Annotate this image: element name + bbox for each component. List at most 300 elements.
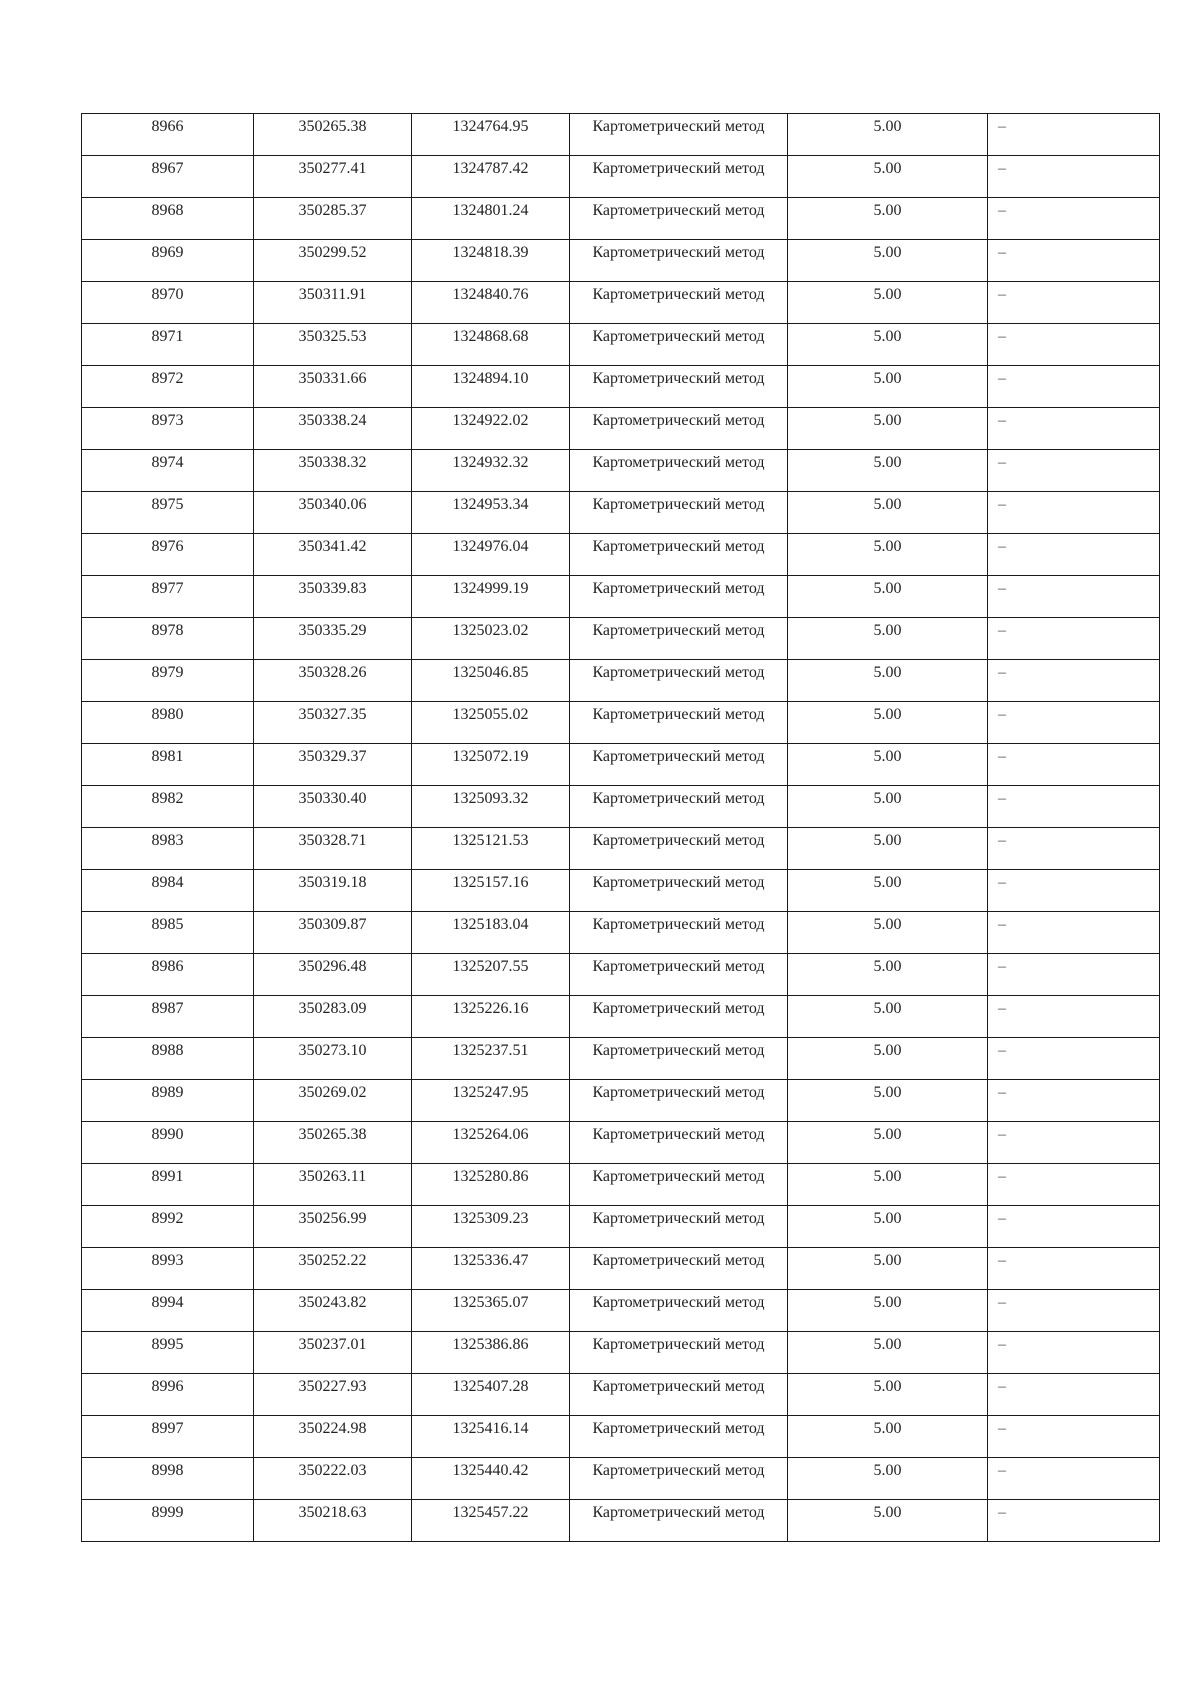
point-number-cell: [82, 828, 254, 870]
y-coordinate-cell: [412, 744, 570, 786]
description-text: –: [998, 916, 1006, 933]
point-number: 8994: [151, 1294, 184, 1311]
point-number-cell: [82, 660, 254, 702]
y-coordinate-cell: [412, 954, 570, 996]
description-cell: [988, 786, 1160, 828]
point-number-cell: [82, 1080, 254, 1122]
method-text: Картометрический метод: [592, 454, 765, 471]
y-coordinate-cell: [412, 492, 570, 534]
description-cell: [988, 1164, 1160, 1206]
y-coordinate-cell: [412, 618, 570, 660]
x-coordinate: 350265.38: [298, 118, 367, 135]
description-text: –: [998, 1168, 1006, 1185]
description-text: –: [998, 1252, 1006, 1269]
accuracy-value: 5.00: [873, 412, 902, 429]
accuracy-value: 5.00: [873, 874, 902, 891]
x-coordinate: 350325.53: [298, 328, 367, 345]
description-text: –: [998, 538, 1006, 555]
description-cell: [988, 744, 1160, 786]
y-coordinate: 1324999.19: [452, 580, 529, 597]
method-cell: [570, 492, 788, 534]
method-text: Картометрический метод: [592, 832, 765, 849]
point-number: 8978: [151, 622, 184, 639]
method-text: Картометрический метод: [592, 538, 765, 555]
table-row: [82, 1248, 1160, 1290]
table-row: [82, 702, 1160, 744]
method-text: Картометрический метод: [592, 118, 765, 135]
y-coordinate: 1324787.42: [452, 160, 529, 177]
y-coordinate: 1325407.28: [452, 1378, 529, 1395]
description-text: –: [998, 328, 1006, 345]
method-text: Картометрический метод: [592, 412, 765, 429]
x-coordinate-cell: [254, 282, 412, 324]
description-cell: [988, 324, 1160, 366]
point-number: 8967: [151, 160, 184, 177]
accuracy-value: 5.00: [873, 916, 902, 933]
x-coordinate-cell: [254, 1416, 412, 1458]
accuracy-value: 5.00: [873, 244, 902, 261]
method-text: Картометрический метод: [592, 1378, 765, 1395]
x-coordinate-cell: [254, 450, 412, 492]
coordinates-table: [81, 113, 1160, 1542]
table-row: [82, 1416, 1160, 1458]
method-cell: [570, 1164, 788, 1206]
description-text: –: [998, 118, 1006, 135]
y-coordinate: 1324976.04: [452, 538, 529, 555]
point-number: 8987: [151, 1000, 184, 1017]
accuracy-value: 5.00: [873, 790, 902, 807]
description-text: –: [998, 1378, 1006, 1395]
method-cell: [570, 1374, 788, 1416]
point-number: 8985: [151, 916, 184, 933]
y-coordinate: 1325440.42: [452, 1462, 529, 1479]
x-coordinate: 350218.63: [298, 1504, 367, 1521]
table-row: [82, 576, 1160, 618]
x-coordinate: 350252.22: [298, 1252, 367, 1269]
accuracy-cell: [788, 1416, 988, 1458]
accuracy-cell: [788, 786, 988, 828]
accuracy-cell: [788, 492, 988, 534]
point-number: 8972: [151, 370, 184, 387]
x-coordinate: 350299.52: [298, 244, 367, 261]
x-coordinate: 350277.41: [298, 160, 367, 177]
point-number-cell: [82, 1458, 254, 1500]
point-number-cell: [82, 996, 254, 1038]
y-coordinate: 1325280.86: [452, 1168, 529, 1185]
x-coordinate-cell: [254, 954, 412, 996]
description-cell: [988, 1416, 1160, 1458]
y-coordinate-cell: [412, 1122, 570, 1164]
point-number-cell: [82, 534, 254, 576]
accuracy-value: 5.00: [873, 160, 902, 177]
accuracy-cell: [788, 828, 988, 870]
y-coordinate: 1325183.04: [452, 916, 529, 933]
method-cell: [570, 408, 788, 450]
x-coordinate: 350283.09: [298, 1000, 367, 1017]
y-coordinate-cell: [412, 1290, 570, 1332]
y-coordinate: 1324922.02: [452, 412, 529, 429]
description-cell: [988, 198, 1160, 240]
description-cell: [988, 1206, 1160, 1248]
point-number-cell: [82, 1500, 254, 1542]
table-row: [82, 1332, 1160, 1374]
x-coordinate: 350335.29: [298, 622, 367, 639]
point-number-cell: [82, 786, 254, 828]
point-number: 8983: [151, 832, 184, 849]
accuracy-cell: [788, 996, 988, 1038]
method-text: Картометрический метод: [592, 748, 765, 765]
table-row: [82, 996, 1160, 1038]
accuracy-value: 5.00: [873, 1084, 902, 1101]
y-coordinate: 1325309.23: [452, 1210, 529, 1227]
accuracy-cell: [788, 870, 988, 912]
accuracy-cell: [788, 366, 988, 408]
method-text: Картометрический метод: [592, 622, 765, 639]
x-coordinate: 350331.66: [298, 370, 367, 387]
table-row: [82, 1290, 1160, 1332]
accuracy-value: 5.00: [873, 832, 902, 849]
accuracy-value: 5.00: [873, 1420, 902, 1437]
point-number: 8989: [151, 1084, 184, 1101]
y-coordinate: 1324932.32: [452, 454, 529, 471]
table-row: [82, 1038, 1160, 1080]
accuracy-value: 5.00: [873, 706, 902, 723]
point-number: 8998: [151, 1462, 184, 1479]
description-text: –: [998, 496, 1006, 513]
method-cell: [570, 1458, 788, 1500]
x-coordinate: 350224.98: [298, 1420, 367, 1437]
point-number-cell: [82, 198, 254, 240]
table-row: [82, 240, 1160, 282]
x-coordinate-cell: [254, 324, 412, 366]
description-text: –: [998, 1504, 1006, 1521]
x-coordinate-cell: [254, 1248, 412, 1290]
method-cell: [570, 1500, 788, 1542]
y-coordinate-cell: [412, 870, 570, 912]
method-cell: [570, 1080, 788, 1122]
accuracy-cell: [788, 534, 988, 576]
method-text: Картометрический метод: [592, 1252, 765, 1269]
description-text: –: [998, 244, 1006, 261]
accuracy-value: 5.00: [873, 118, 902, 135]
x-coordinate-cell: [254, 534, 412, 576]
x-coordinate: 350329.37: [298, 748, 367, 765]
x-coordinate-cell: [254, 996, 412, 1038]
y-coordinate-cell: [412, 828, 570, 870]
description-text: –: [998, 454, 1006, 471]
y-coordinate: 1325264.06: [452, 1126, 529, 1143]
accuracy-cell: [788, 576, 988, 618]
point-number: 8991: [151, 1168, 184, 1185]
description-text: –: [998, 202, 1006, 219]
description-cell: [988, 1458, 1160, 1500]
point-number-cell: [82, 702, 254, 744]
method-text: Картометрический метод: [592, 244, 765, 261]
method-text: Картометрический метод: [592, 328, 765, 345]
y-coordinate: 1325336.47: [452, 1252, 529, 1269]
point-number: 8977: [151, 580, 184, 597]
point-number-cell: [82, 1416, 254, 1458]
table-row: [82, 198, 1160, 240]
y-coordinate-cell: [412, 1416, 570, 1458]
point-number: 8997: [151, 1420, 184, 1437]
y-coordinate: 1324894.10: [452, 370, 529, 387]
accuracy-cell: [788, 1332, 988, 1374]
method-text: Картометрический метод: [592, 370, 765, 387]
y-coordinate-cell: [412, 1458, 570, 1500]
y-coordinate: 1325157.16: [452, 874, 529, 891]
description-text: –: [998, 706, 1006, 723]
y-coordinate: 1324840.76: [452, 286, 529, 303]
y-coordinate: 1325121.53: [452, 832, 529, 849]
method-text: Картометрический метод: [592, 664, 765, 681]
y-coordinate: 1325023.02: [452, 622, 529, 639]
point-number: 8971: [151, 328, 184, 345]
x-coordinate: 350319.18: [298, 874, 367, 891]
accuracy-cell: [788, 114, 988, 156]
point-number-cell: [82, 408, 254, 450]
x-coordinate-cell: [254, 1500, 412, 1542]
point-number: 8966: [151, 118, 184, 135]
y-coordinate-cell: [412, 786, 570, 828]
table-row: [82, 618, 1160, 660]
point-number-cell: [82, 1332, 254, 1374]
point-number: 8968: [151, 202, 184, 219]
accuracy-value: 5.00: [873, 1042, 902, 1059]
table-row: [82, 744, 1160, 786]
accuracy-cell: [788, 282, 988, 324]
x-coordinate-cell: [254, 702, 412, 744]
point-number-cell: [82, 576, 254, 618]
point-number-cell: [82, 114, 254, 156]
point-number: 8969: [151, 244, 184, 261]
method-cell: [570, 366, 788, 408]
description-cell: [988, 114, 1160, 156]
point-number-cell: [82, 618, 254, 660]
y-coordinate-cell: [412, 996, 570, 1038]
x-coordinate: 350330.40: [298, 790, 367, 807]
accuracy-value: 5.00: [873, 748, 902, 765]
accuracy-value: 5.00: [873, 1000, 902, 1017]
y-coordinate: 1325046.85: [452, 664, 529, 681]
method-cell: [570, 1038, 788, 1080]
method-cell: [570, 1332, 788, 1374]
y-coordinate: 1325365.07: [452, 1294, 529, 1311]
description-text: –: [998, 958, 1006, 975]
x-coordinate-cell: [254, 828, 412, 870]
accuracy-cell: [788, 156, 988, 198]
method-cell: [570, 1416, 788, 1458]
table-row: [82, 324, 1160, 366]
method-text: Картометрический метод: [592, 790, 765, 807]
y-coordinate-cell: [412, 1038, 570, 1080]
description-text: –: [998, 160, 1006, 177]
y-coordinate-cell: [412, 576, 570, 618]
method-cell: [570, 534, 788, 576]
x-coordinate: 350296.48: [298, 958, 367, 975]
y-coordinate-cell: [412, 660, 570, 702]
table-row: [82, 1374, 1160, 1416]
x-coordinate-cell: [254, 1080, 412, 1122]
accuracy-value: 5.00: [873, 454, 902, 471]
method-cell: [570, 786, 788, 828]
x-coordinate-cell: [254, 1332, 412, 1374]
x-coordinate: 350309.87: [298, 916, 367, 933]
y-coordinate-cell: [412, 534, 570, 576]
y-coordinate-cell: [412, 114, 570, 156]
description-text: –: [998, 832, 1006, 849]
method-cell: [570, 240, 788, 282]
table-row: [82, 156, 1160, 198]
point-number: 8973: [151, 412, 184, 429]
description-text: –: [998, 1042, 1006, 1059]
method-cell: [570, 660, 788, 702]
description-text: –: [998, 622, 1006, 639]
y-coordinate: 1325457.22: [452, 1504, 529, 1521]
description-text: –: [998, 1126, 1006, 1143]
method-text: Картометрический метод: [592, 1084, 765, 1101]
table-row: [82, 408, 1160, 450]
description-cell: [988, 1122, 1160, 1164]
accuracy-cell: [788, 954, 988, 996]
point-number-cell: [82, 1038, 254, 1080]
point-number: 8993: [151, 1252, 184, 1269]
x-coordinate: 350227.93: [298, 1378, 367, 1395]
y-coordinate: 1325093.32: [452, 790, 529, 807]
accuracy-value: 5.00: [873, 370, 902, 387]
description-cell: [988, 1038, 1160, 1080]
y-coordinate: 1324868.68: [452, 328, 529, 345]
x-coordinate-cell: [254, 618, 412, 660]
accuracy-cell: [788, 1290, 988, 1332]
description-text: –: [998, 748, 1006, 765]
point-number-cell: [82, 1374, 254, 1416]
x-coordinate-cell: [254, 492, 412, 534]
x-coordinate: 350340.06: [298, 496, 367, 513]
method-text: Картометрический метод: [592, 706, 765, 723]
point-number-cell: [82, 450, 254, 492]
method-cell: [570, 870, 788, 912]
point-number: 8976: [151, 538, 184, 555]
table-row: [82, 870, 1160, 912]
y-coordinate-cell: [412, 282, 570, 324]
point-number: 8986: [151, 958, 184, 975]
y-coordinate-cell: [412, 240, 570, 282]
table-row: [82, 1122, 1160, 1164]
accuracy-cell: [788, 1458, 988, 1500]
y-coordinate: 1324953.34: [452, 496, 529, 513]
method-text: Картометрический метод: [592, 1336, 765, 1353]
method-text: Картометрический метод: [592, 916, 765, 933]
accuracy-value: 5.00: [873, 1210, 902, 1227]
accuracy-value: 5.00: [873, 1462, 902, 1479]
x-coordinate: 350338.32: [298, 454, 367, 471]
point-number: 8992: [151, 1210, 184, 1227]
y-coordinate: 1325207.55: [452, 958, 529, 975]
method-cell: [570, 618, 788, 660]
method-text: Картометрический метод: [592, 1042, 765, 1059]
point-number-cell: [82, 240, 254, 282]
method-cell: [570, 1290, 788, 1332]
accuracy-value: 5.00: [873, 1378, 902, 1395]
table-row: [82, 1458, 1160, 1500]
x-coordinate: 350222.03: [298, 1462, 367, 1479]
description-text: –: [998, 1294, 1006, 1311]
accuracy-cell: [788, 1374, 988, 1416]
y-coordinate: 1324801.24: [452, 202, 529, 219]
y-coordinate: 1324764.95: [452, 118, 529, 135]
method-cell: [570, 912, 788, 954]
table-row: [82, 828, 1160, 870]
y-coordinate-cell: [412, 366, 570, 408]
x-coordinate: 350269.02: [298, 1084, 367, 1101]
accuracy-cell: [788, 1080, 988, 1122]
point-number: 8990: [151, 1126, 184, 1143]
point-number: 8988: [151, 1042, 184, 1059]
description-cell: [988, 702, 1160, 744]
accuracy-cell: [788, 324, 988, 366]
method-text: Картометрический метод: [592, 496, 765, 513]
description-cell: [988, 492, 1160, 534]
table-row: [82, 282, 1160, 324]
y-coordinate-cell: [412, 408, 570, 450]
description-cell: [988, 534, 1160, 576]
table-row: [82, 954, 1160, 996]
description-cell: [988, 996, 1160, 1038]
x-coordinate-cell: [254, 660, 412, 702]
description-text: –: [998, 1420, 1006, 1437]
point-number: 8979: [151, 664, 184, 681]
point-number-cell: [82, 1290, 254, 1332]
accuracy-cell: [788, 1206, 988, 1248]
table-row: [82, 1164, 1160, 1206]
y-coordinate: 1325237.51: [452, 1042, 529, 1059]
accuracy-value: 5.00: [873, 958, 902, 975]
description-cell: [988, 912, 1160, 954]
y-coordinate-cell: [412, 912, 570, 954]
description-cell: [988, 1332, 1160, 1374]
method-cell: [570, 156, 788, 198]
method-cell: [570, 282, 788, 324]
x-coordinate: 350285.37: [298, 202, 367, 219]
y-coordinate-cell: [412, 324, 570, 366]
description-cell: [988, 1374, 1160, 1416]
y-coordinate-cell: [412, 156, 570, 198]
method-text: Картометрический метод: [592, 958, 765, 975]
description-cell: [988, 618, 1160, 660]
table-row: [82, 450, 1160, 492]
description-cell: [988, 576, 1160, 618]
y-coordinate: 1325072.19: [452, 748, 529, 765]
table-row: [82, 492, 1160, 534]
x-coordinate-cell: [254, 198, 412, 240]
description-text: –: [998, 1000, 1006, 1017]
point-number: 8975: [151, 496, 184, 513]
accuracy-cell: [788, 450, 988, 492]
x-coordinate-cell: [254, 408, 412, 450]
description-text: –: [998, 370, 1006, 387]
accuracy-cell: [788, 744, 988, 786]
point-number-cell: [82, 1122, 254, 1164]
table-row: [82, 366, 1160, 408]
accuracy-cell: [788, 408, 988, 450]
description-cell: [988, 366, 1160, 408]
accuracy-value: 5.00: [873, 286, 902, 303]
accuracy-cell: [788, 1248, 988, 1290]
point-number-cell: [82, 1248, 254, 1290]
y-coordinate-cell: [412, 450, 570, 492]
point-number: 8974: [151, 454, 184, 471]
